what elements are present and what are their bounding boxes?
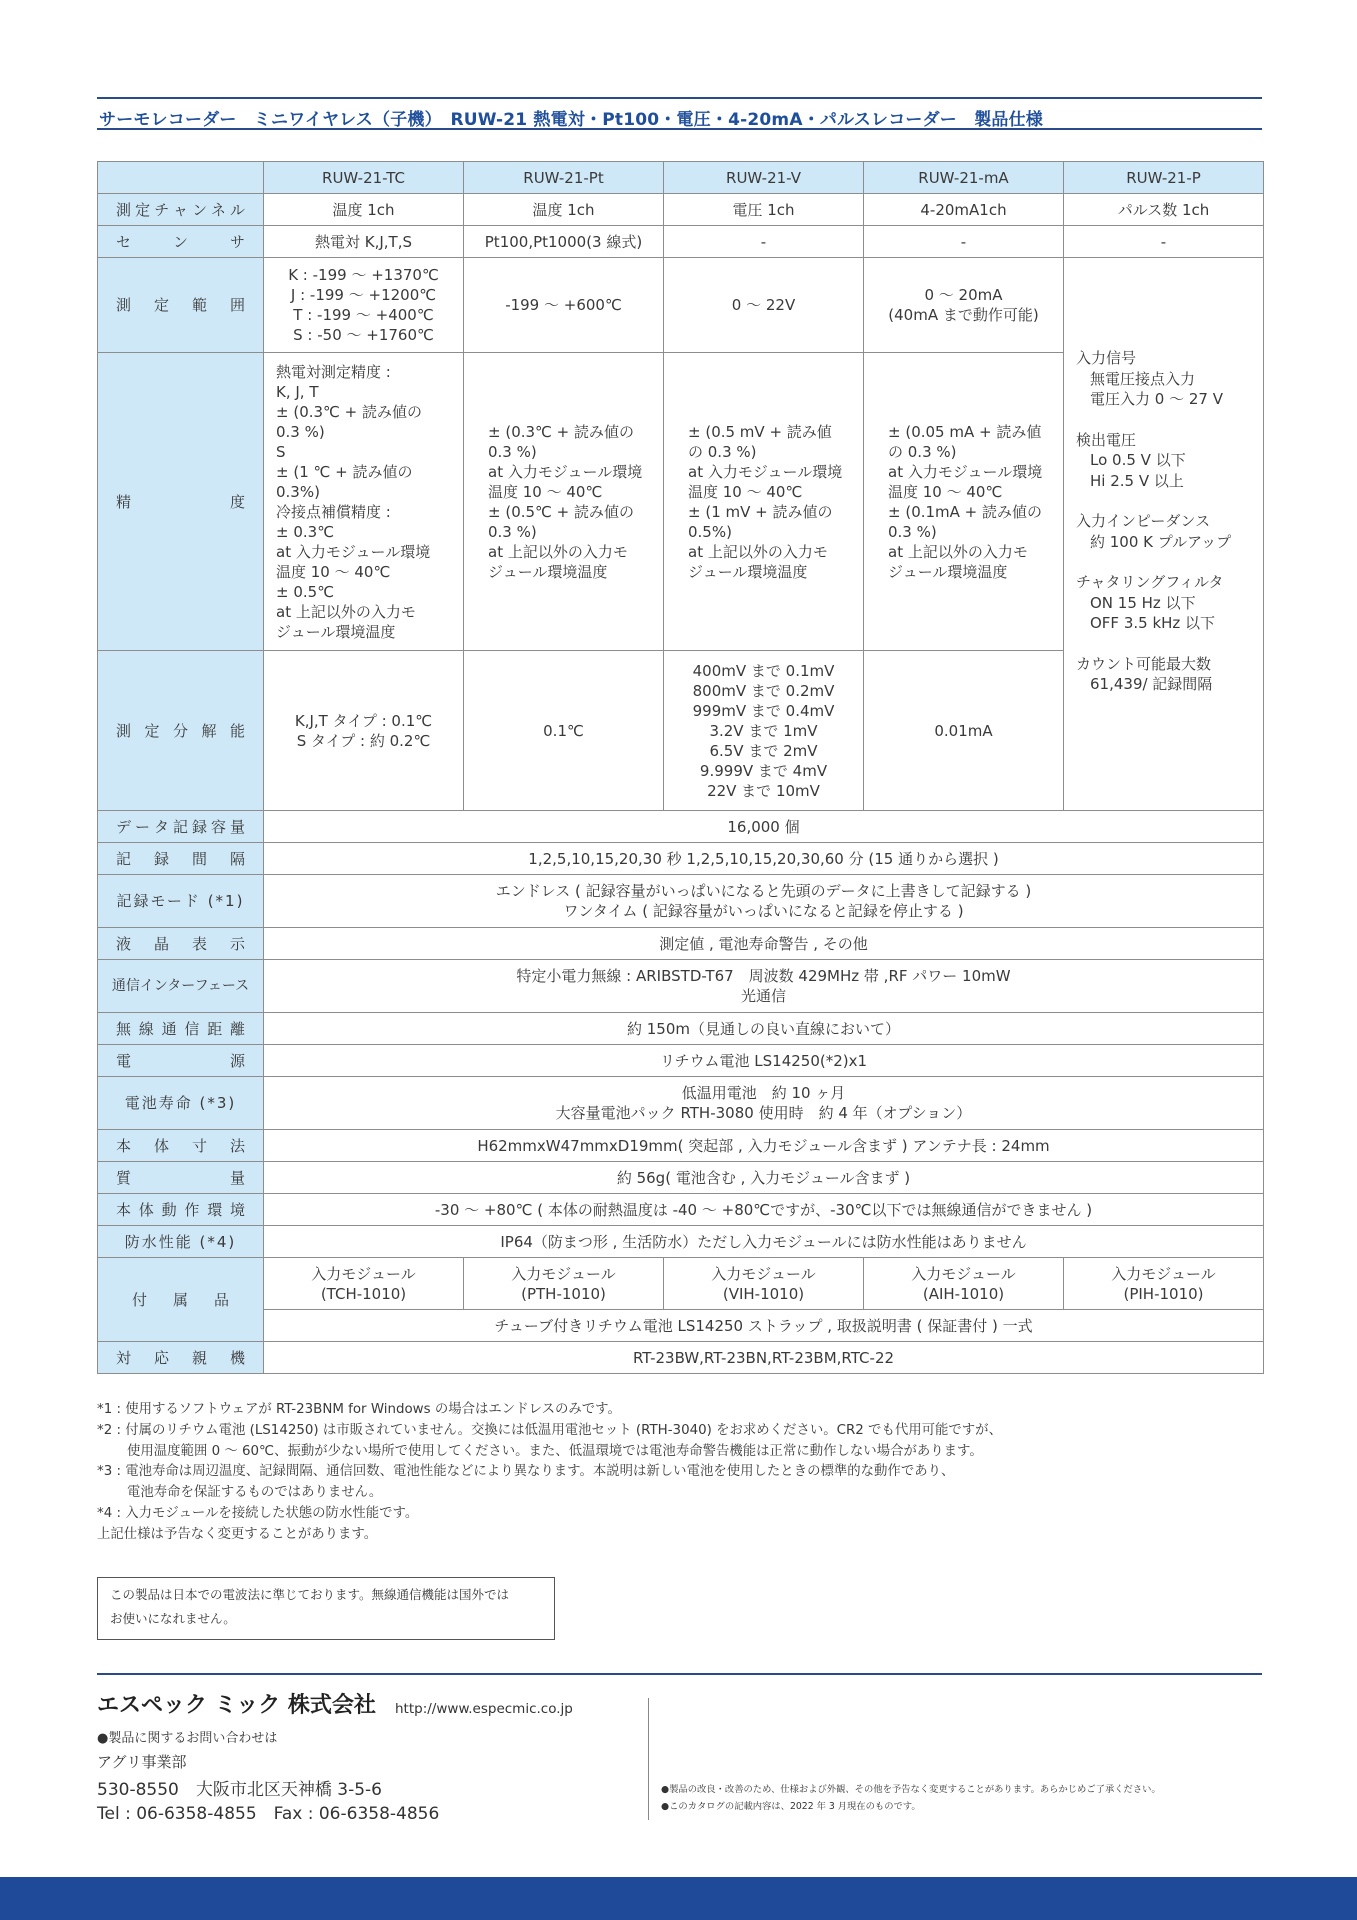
table-cell: 約 56g( 電池含む , 入力モジュール含まず ) [264, 1162, 1264, 1194]
pulse-spec-cell [1064, 258, 1264, 811]
table-cell: 16,000 個 [264, 811, 1264, 843]
table-cell: チューブ付きリチウム電池 LS14250 ストラップ , 取扱説明書 ( 保証書付 ) 一式 [264, 1310, 1264, 1342]
cell-line: ± (0.3℃ + 読み値の [276, 402, 422, 421]
cell-line: 0.3 %) [488, 442, 537, 461]
cell-line: 温度 10 ～ 40℃ [688, 482, 803, 501]
table-cell: Pt100,Pt1000(3 線式) [464, 226, 664, 258]
cell-line: ± (1 mV + 読み値の [688, 502, 833, 521]
cell-line: 熱電対測定精度 : [276, 362, 391, 381]
table-cell: 0 ～ 22V [664, 258, 864, 353]
cell-line: 0.3 %) [488, 522, 537, 541]
model-header: RUW-21-V [664, 162, 864, 194]
row-label: センサ [98, 226, 264, 258]
footnote: *3 : 電池寿命は周辺温度、記録間隔、通信回数、電池性能などにより異なります。本説明は新しい電池を使用したときの標準的な動作であり、 [97, 1464, 955, 1480]
table-cell: 電圧 1ch [664, 194, 864, 226]
row-label: 精度 [98, 353, 264, 651]
cell-line: 800mV まで 0.2mV [692, 681, 835, 700]
table-cell [264, 875, 1264, 928]
table-cell [664, 651, 864, 811]
table-cell: - [864, 226, 1064, 258]
cell-line: 無電圧接点入力 [1090, 369, 1196, 388]
company-name: エスペック ミック 株式会社 [97, 1693, 376, 1718]
title-bar [97, 97, 1262, 130]
cell-line: 電圧入力 0 ～ 27 V [1090, 390, 1223, 408]
footer-disclaimers [661, 1781, 1161, 1815]
table-row [98, 226, 1264, 258]
cell-line: 0.3 %) [888, 522, 937, 541]
department-name: アグリ事業部 [97, 1753, 187, 1771]
cell-line: 入力モジュール [911, 1264, 1016, 1283]
cell-line: 低温用電池 約 10 ヶ月 [681, 1084, 846, 1102]
row-label: 対応親機 [98, 1342, 264, 1374]
cell-line: ± (0.3℃ + 読み値の [488, 422, 634, 441]
table-cell: 温度 1ch [464, 194, 664, 226]
cell-line: ± (0.1mA + 読み値の [888, 502, 1043, 521]
cell-line: (TCH-1010) [320, 1284, 407, 1303]
cell-line: 温度 10 ～ 40℃ [888, 482, 1003, 501]
cell-line: K, J, T [276, 382, 319, 401]
cell-line: 0.3%) [276, 482, 320, 501]
table-cell: 熱電対 K,J,T,S [264, 226, 464, 258]
cell-line: S : -50 ～ +1760℃ [293, 326, 434, 344]
table-cell [264, 960, 1264, 1013]
table-cell: リチウム電池 LS14250(*2)x1 [264, 1045, 1264, 1077]
model-header: RUW-21-P [1064, 162, 1264, 194]
footnote: 上記仕様は予告なく変更することがあります。 [97, 1526, 378, 1542]
table-cell: IP64（防まつ形 , 生活防水）ただし入力モジュールには防水性能はありません [264, 1226, 1264, 1258]
table-cell: RT-23BW,RT-23BN,RT-23BM,RTC-22 [264, 1342, 1264, 1374]
disclaimer-line: ●製品の改良・改善のため、仕様および外観、その他を予告なく変更することがあります。あらかじめご了承ください。 [661, 1784, 1161, 1795]
cell-line: ± (1 ℃ + 読み値の [276, 462, 413, 481]
table-row [98, 1130, 1264, 1162]
row-label: 本体動作環境 [98, 1194, 264, 1226]
spec-table [97, 161, 1264, 1374]
table-row [98, 1162, 1264, 1194]
cell-line: 400mV まで 0.1mV [692, 661, 835, 680]
cell-line: at 上記以外の入力モ [488, 542, 628, 561]
cell-line: 0.3 %) [276, 422, 325, 441]
table-cell: パルス数 1ch [1064, 194, 1264, 226]
cell-line: ± 0.5℃ [276, 582, 335, 601]
cell-line: 999mV まで 0.4mV [692, 701, 835, 720]
cell-line: 入力モジュール [311, 1264, 416, 1283]
cell-line: 温度 10 ～ 40℃ [488, 482, 603, 501]
cell-line: at 入力モジュール環境 [688, 462, 843, 481]
table-row [98, 811, 1264, 843]
table-cell [264, 258, 464, 353]
cell-line: T : -199 ～ +400℃ [293, 306, 434, 324]
table-header-row [98, 162, 1264, 194]
table-row [98, 1077, 1264, 1130]
cell-line: (AIH-1010) [922, 1284, 1005, 1303]
row-label: データ記録容量 [98, 811, 264, 843]
cell-line: 特定小電力無線 : ARIBSTD-T67 周波数 429MHz 帯 ,RF パワー 10mW [516, 967, 1011, 985]
table-cell [464, 353, 664, 651]
cell-line: J : -199 ～ +1200℃ [290, 286, 437, 304]
cell-line: 約 100 K プルアップ [1090, 532, 1232, 551]
footnote: *1 : 使用するソフトウェアが RT-23BNM for Windows の場合はエンドレスのみです。 [97, 1402, 621, 1417]
bottom-color-band [0, 1877, 1357, 1920]
cell-line: チャタリングフィルタ [1076, 573, 1224, 591]
notice-line: この製品は日本での電波法に準じております。無線通信機能は国外では [110, 1587, 510, 1602]
model-header: RUW-21-Pt [464, 162, 664, 194]
table-cell [264, 1077, 1264, 1130]
cell-line: Hi 2.5 V 以上 [1090, 471, 1184, 490]
cell-line: K : -199 ～ +1370℃ [288, 266, 439, 284]
model-header: RUW-21-mA [864, 162, 1064, 194]
cell-line: 0 ～ 20mA [924, 286, 1003, 304]
cell-line: ± (0.5℃ + 読み値の [488, 502, 634, 521]
cell-line: 温度 10 ～ 40℃ [276, 562, 391, 581]
cell-line: 0.5%) [688, 522, 732, 541]
cell-line: K,J,T タイプ : 0.1℃ [294, 711, 433, 730]
table-row [98, 258, 1264, 353]
footer-divider [97, 1673, 1262, 1675]
cell-line: at 上記以外の入力モ [276, 602, 416, 621]
footnote: *2 : 付属のリチウム電池 (LS14250) は市販されていません。交換には低温用電池セット (RTH-3040) をお求めください。CR2 でも代用可能ですが、 [97, 1422, 1002, 1438]
table-row [98, 1045, 1264, 1077]
cell-line: ジュール環境温度 [688, 562, 808, 581]
row-label: 記録間隔 [98, 843, 264, 875]
table-cell: H62mmxW47mmxD19mm( 突起部 , 入力モジュール含まず ) アンテナ長 : 24mm [264, 1130, 1264, 1162]
cell-line: at 上記以外の入力モ [888, 542, 1028, 561]
table-row [98, 928, 1264, 960]
table-cell [264, 353, 464, 651]
cell-line: ON 15 Hz 以下 [1090, 593, 1196, 612]
table-cell [864, 353, 1064, 651]
cell-line: 22V まで 10mV [707, 781, 820, 800]
footnote: 電池寿命を保証するものではありません。 [127, 1485, 383, 1501]
cell-line: 冷接点補償精度 : [276, 502, 391, 521]
table-cell: -30 ～ +80℃ ( 本体の耐熱温度は -40 ～ +80℃ですが、-30℃以下では無線通信ができません ) [264, 1194, 1264, 1226]
table-cell [1064, 1258, 1264, 1310]
row-label: 測定分解能 [98, 651, 264, 811]
model-header: RUW-21-TC [264, 162, 464, 194]
row-label: 測定チャンネル [98, 194, 264, 226]
cell-line: 光通信 [740, 987, 786, 1005]
cell-line: S タイプ : 約 0.2℃ [296, 731, 431, 750]
cell-line: at 入力モジュール環境 [488, 462, 643, 481]
table-cell: - [1064, 226, 1264, 258]
notice-line: お使いになれません。 [110, 1611, 236, 1626]
table-cell: 温度 1ch [264, 194, 464, 226]
header-corner [98, 162, 264, 194]
cell-line: ± (0.5 mV + 読み値 [688, 422, 832, 441]
row-label: 電池寿命 (*3) [98, 1077, 264, 1130]
table-row [98, 1310, 1264, 1342]
cell-line: 61,439/ 記録間隔 [1090, 675, 1213, 693]
row-label: 質量 [98, 1162, 264, 1194]
row-label: 測定範囲 [98, 258, 264, 353]
table-row [98, 1226, 1264, 1258]
table-cell: 1,2,5,10,15,20,30 秒 1,2,5,10,15,20,30,60 分 (15 通りから選択 ) [264, 843, 1264, 875]
cell-line: S [276, 442, 286, 461]
table-cell [464, 1258, 664, 1310]
table-cell [864, 1258, 1064, 1310]
cell-line: at 上記以外の入力モ [688, 542, 828, 561]
cell-line: OFF 3.5 kHz 以下 [1090, 614, 1216, 632]
cell-line: 3.2V まで 1mV [709, 721, 818, 740]
cell-line: (PIH-1010) [1123, 1284, 1204, 1303]
table-row [98, 1258, 1264, 1310]
row-label: 本体寸法 [98, 1130, 264, 1162]
cell-line: 入力信号 [1076, 349, 1137, 367]
table-row [98, 1194, 1264, 1226]
cell-line: 入力モジュール [511, 1264, 616, 1283]
footer-vertical-divider [648, 1698, 649, 1820]
cell-line: エンドレス ( 記録容量がいっぱいになると先頭のデータに上書きして記録する ) [495, 882, 1032, 900]
cell-line: 9.999V まで 4mV [699, 761, 828, 780]
cell-line: ジュール環境温度 [276, 622, 396, 641]
page-title: サーモレコーダー ミニワイヤレス（子機） RUW-21 熱電対・Pt100・電圧・4-20mA・パルスレコーダー 製品仕様 [99, 110, 1043, 130]
cell-line: (40mA まで動作可能) [888, 306, 1039, 324]
cell-line: 入力モジュール [1111, 1264, 1216, 1283]
table-cell [664, 353, 864, 651]
table-cell: 測定値 , 電池寿命警告 , その他 [264, 928, 1264, 960]
table-cell: -199 ～ +600℃ [464, 258, 664, 353]
cell-line: ± 0.3℃ [276, 522, 335, 541]
table-row [98, 1013, 1264, 1045]
table-cell [264, 651, 464, 811]
company-phone: Tel : 06-6358-4855 Fax : 06-6358-4856 [97, 1804, 440, 1824]
row-label: 通信インターフェース [98, 960, 264, 1013]
inquiry-label: ●製品に関するお問い合わせは [97, 1731, 278, 1746]
table-row [98, 843, 1264, 875]
footnote: *4 : 入力モジュールを接続した状態の防水性能です。 [97, 1505, 419, 1521]
table-cell: 約 150m（見通しの良い直線において） [264, 1013, 1264, 1045]
cell-line: ジュール環境温度 [488, 562, 608, 581]
table-cell: 0.01mA [864, 651, 1064, 811]
cell-line: at 入力モジュール環境 [276, 542, 431, 561]
cell-line: 6.5V まで 2mV [709, 741, 818, 760]
table-cell [864, 258, 1064, 353]
table-cell: 0.1℃ [464, 651, 664, 811]
cell-line: の 0.3 %) [688, 442, 757, 461]
table-cell: 4-20mA1ch [864, 194, 1064, 226]
footnote: 使用温度範囲 0 ～ 60℃、振動が少ない場所で使用してください。また、低温環境では電池寿命警告機能は正常に動作しない場合があります。 [127, 1443, 983, 1459]
disclaimer-line: ●このカタログの記載内容は、2022 年 3 月現在のものです。 [661, 1801, 921, 1812]
cell-line: (VIH-1010) [722, 1284, 805, 1303]
row-label: 防水性能 (*4) [98, 1226, 264, 1258]
cell-line: ジュール環境温度 [888, 562, 1008, 581]
company-address: 530-8550 大阪市北区天神橋 3-5-6 [97, 1780, 382, 1800]
cell-line: 検出電圧 [1076, 430, 1137, 449]
row-label: 電源 [98, 1045, 264, 1077]
table-row [98, 960, 1264, 1013]
footnotes [97, 1400, 1267, 1546]
table-row [98, 194, 1264, 226]
row-label: 付属品 [98, 1258, 264, 1342]
cell-line: 大容量電池パック RTH-3080 使用時 約 4 年（オプション） [555, 1104, 972, 1122]
cell-line: ワンタイム ( 記録容量がいっぱいになると記録を停止する ) [563, 902, 964, 920]
table-cell: - [664, 226, 864, 258]
radio-law-notice [97, 1577, 555, 1640]
cell-line: Lo 0.5 V 以下 [1090, 451, 1186, 469]
cell-line: at 入力モジュール環境 [888, 462, 1043, 481]
table-row [98, 875, 1264, 928]
cell-line: (PTH-1010) [521, 1284, 606, 1303]
row-label: 記録モード (*1) [98, 875, 264, 928]
cell-line: カウント可能最大数 [1076, 654, 1212, 673]
cell-line: 入力モジュール [711, 1264, 816, 1283]
row-label: 無線通信距離 [98, 1013, 264, 1045]
company-url[interactable]: http://www.especmic.co.jp [395, 1701, 573, 1717]
table-cell [664, 1258, 864, 1310]
row-label: 液晶表示 [98, 928, 264, 960]
cell-line: の 0.3 %) [888, 442, 957, 461]
table-row [98, 1342, 1264, 1374]
cell-line: 入力インピーダンス [1076, 512, 1211, 530]
table-cell [264, 1258, 464, 1310]
cell-line: ± (0.05 mA + 読み値 [888, 422, 1042, 441]
